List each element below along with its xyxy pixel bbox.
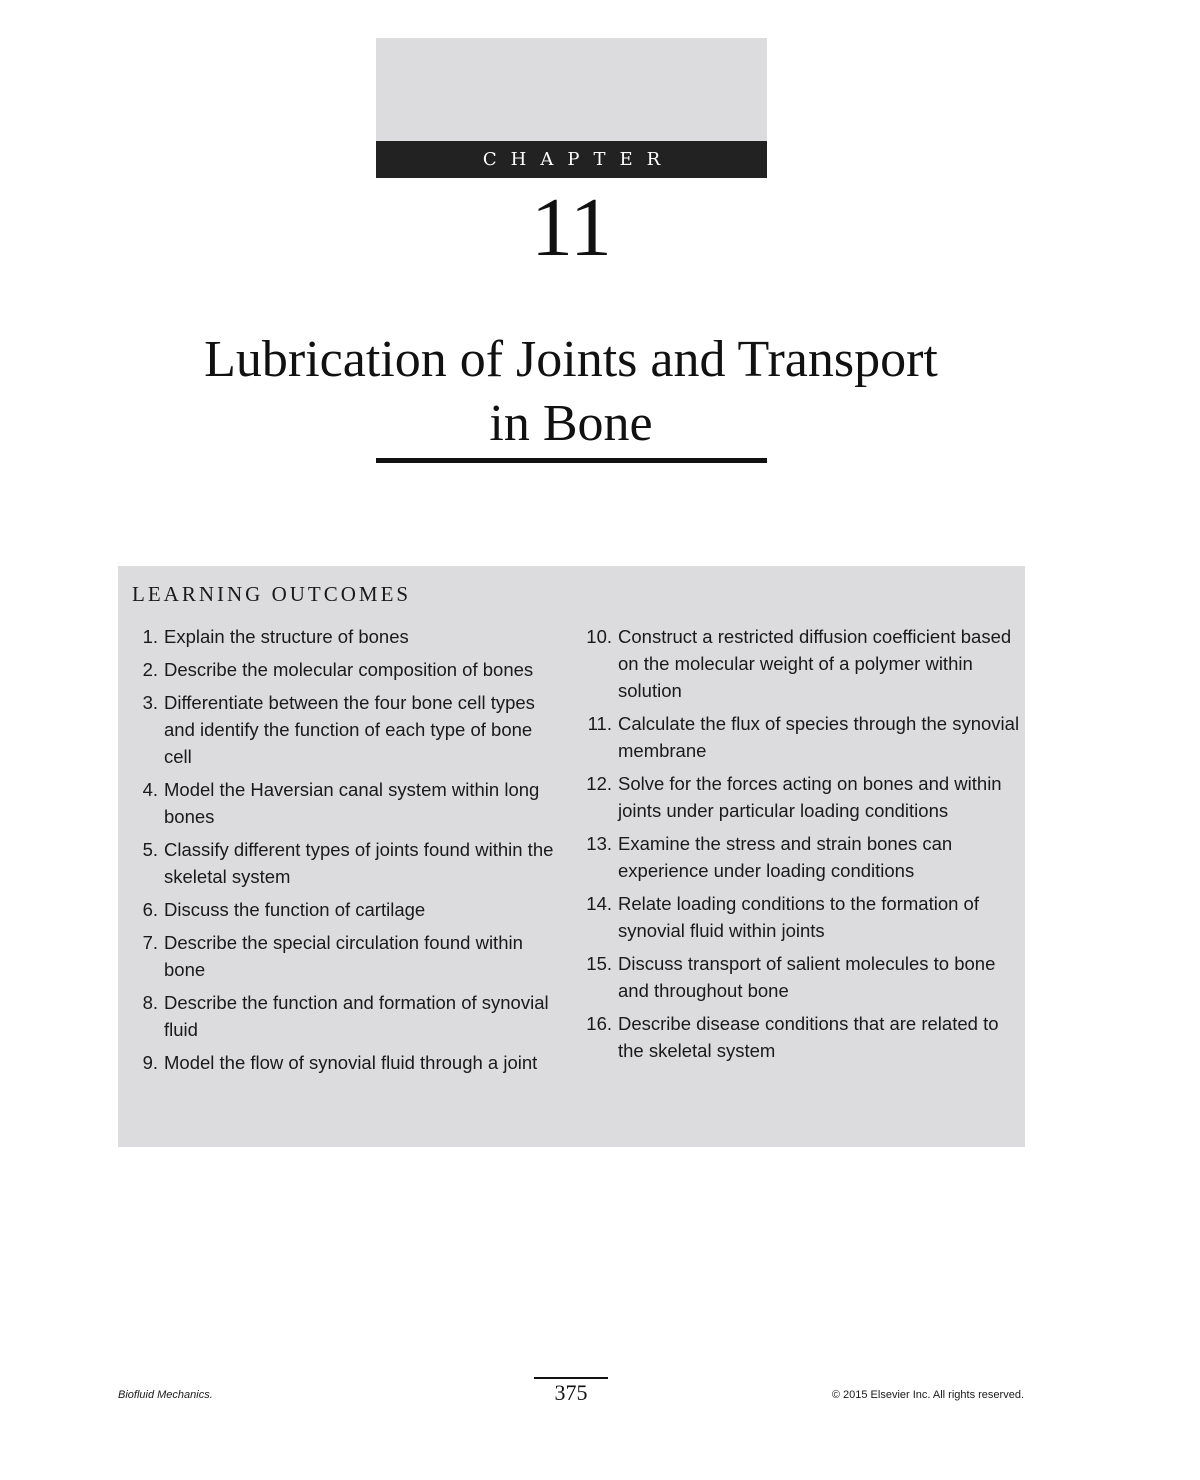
- outcome-text: Describe the molecular composition of bones: [164, 659, 534, 680]
- outcome-item: [582, 623, 1022, 704]
- page-number-rule: [534, 1377, 608, 1379]
- outcome-number: 15.: [586, 953, 612, 974]
- outcome-number: 12.: [586, 773, 612, 794]
- outcome-item: [130, 989, 560, 1043]
- outcome-item: [130, 1049, 560, 1076]
- outcome-number: 7.: [142, 932, 158, 953]
- outcome-item: [130, 836, 560, 890]
- outcome-text: Examine the stress and strain bones can experience under loading conditions: [618, 833, 953, 881]
- outcome-number: 4.: [142, 779, 158, 800]
- outcome-text: Classify different types of joints found within the skeletal system: [164, 839, 554, 887]
- outcome-item: [582, 710, 1022, 764]
- learning-outcomes-right-column: [582, 623, 1022, 1070]
- page-number: 375: [554, 1380, 588, 1405]
- chapter-title-line-1: Lubrication of Joints and Transport: [204, 331, 938, 388]
- outcome-number: 16.: [586, 1013, 612, 1034]
- outcome-number: 1.: [142, 626, 158, 647]
- outcome-text: Relate loading conditions to the formation of synovial fluid within joints: [618, 893, 979, 941]
- outcome-text: Solve for the forces acting on bones and within joints under particular loading conditions: [618, 773, 1002, 821]
- chapter-label: CHAPTER: [482, 149, 675, 170]
- outcome-number: 5.: [142, 839, 158, 860]
- outcome-number: 13.: [586, 833, 612, 854]
- outcome-item: [582, 890, 1022, 944]
- outcome-text: Describe the function and formation of synovial fluid: [164, 992, 549, 1040]
- outcome-number: 10.: [586, 626, 612, 647]
- footer-book-title: Biofluid Mechanics.: [118, 1389, 213, 1401]
- outcome-item: [130, 656, 560, 683]
- outcome-item: [130, 929, 560, 983]
- chapter-number: 11: [531, 181, 612, 274]
- outcome-text: Describe disease conditions that are related to the skeletal system: [618, 1013, 999, 1061]
- outcome-number: 14.: [586, 893, 612, 914]
- outcome-text: Calculate the flux of species through the synovial membrane: [618, 713, 1020, 761]
- outcome-item: [130, 896, 560, 923]
- outcome-text: Discuss transport of salient molecules to bone and throughout bone: [618, 953, 996, 1001]
- learning-outcomes-heading: LEARNING OUTCOMES: [132, 582, 412, 606]
- outcome-text: Describe the special circulation found within bone: [164, 932, 523, 980]
- outcome-item: [130, 689, 560, 770]
- outcome-text: Explain the structure of bones: [164, 626, 409, 647]
- outcome-item: [582, 1010, 1022, 1064]
- outcome-item: [130, 623, 560, 650]
- outcome-number: 8.: [142, 992, 158, 1013]
- outcome-number: 2.: [142, 659, 158, 680]
- chapter-header-block: [376, 38, 767, 142]
- outcome-number: 11.: [587, 713, 612, 734]
- learning-outcomes-left-column: [130, 623, 560, 1082]
- chapter-title: [100, 328, 1042, 456]
- footer-copyright: © 2015 Elsevier Inc. All rights reserved.: [831, 1389, 1024, 1401]
- outcome-item: [582, 830, 1022, 884]
- chapter-label-bar: [376, 141, 767, 178]
- outcome-text: Construct a restricted diffusion coefficient based on the molecular weight of a polymer within solution: [618, 626, 1012, 701]
- outcome-text: Discuss the function of cartilage: [164, 899, 426, 920]
- outcome-text: Model the flow of synovial fluid through a joint: [164, 1052, 538, 1073]
- outcome-item: [582, 950, 1022, 1004]
- outcome-item: [582, 770, 1022, 824]
- outcome-text: Differentiate between the four bone cell types and identify the function of each type of bone cell: [164, 692, 535, 767]
- outcome-number: 3.: [142, 692, 158, 713]
- outcome-item: [130, 776, 560, 830]
- chapter-title-line-2: in Bone: [489, 395, 653, 452]
- outcome-text: Model the Haversian canal system within long bones: [164, 779, 540, 827]
- title-divider: [376, 458, 767, 463]
- outcome-number: 9.: [142, 1052, 158, 1073]
- outcome-number: 6.: [142, 899, 158, 920]
